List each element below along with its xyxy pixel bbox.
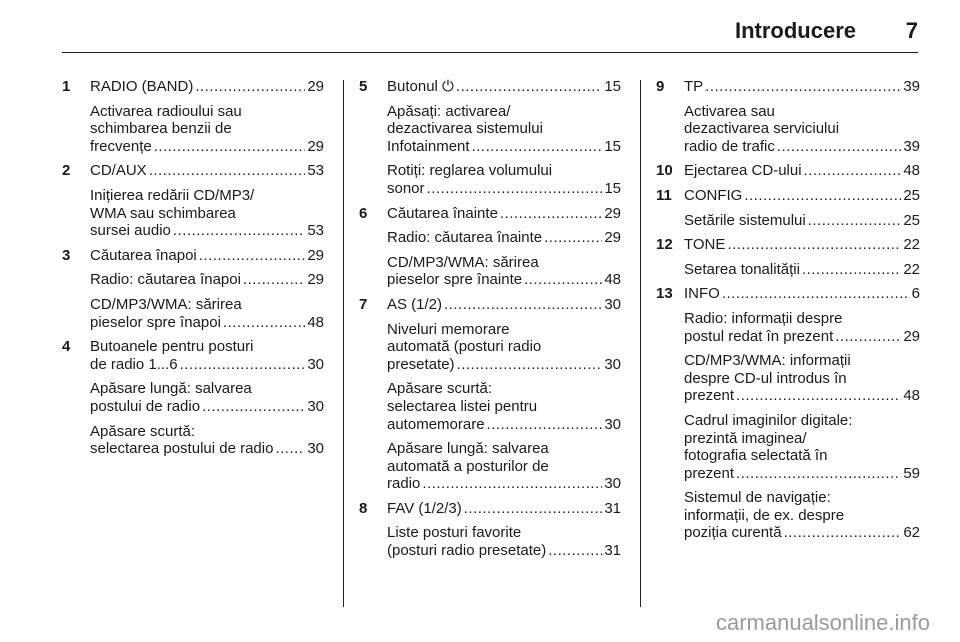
entry-label: Ejectarea CD-ului bbox=[684, 162, 802, 180]
entry-page-number: 30 bbox=[604, 295, 621, 313]
entry-label: Setarea tonalității bbox=[684, 260, 800, 278]
toc-entry[interactable] bbox=[387, 380, 621, 433]
dot-leader bbox=[808, 212, 902, 230]
entry-label: Infotainment bbox=[387, 137, 470, 155]
dot-leader bbox=[427, 180, 603, 198]
dot-leader bbox=[195, 78, 305, 96]
entry-label: prezent bbox=[684, 464, 735, 482]
entry-label: radio bbox=[387, 475, 421, 493]
entry-text-line: Activarea radioului sau bbox=[90, 102, 242, 120]
toc-entry[interactable] bbox=[90, 296, 324, 331]
toc-entry[interactable] bbox=[684, 212, 920, 230]
entry-label: poziția curentă bbox=[684, 524, 782, 542]
entry-page-number: 25 bbox=[903, 211, 920, 229]
entry-text-line: Sistemul de navigație: bbox=[684, 489, 831, 507]
item-number: 12 bbox=[656, 236, 673, 254]
entry-page-number: 31 bbox=[604, 542, 621, 560]
entry-label: Căutarea înainte bbox=[387, 204, 498, 222]
dot-leader bbox=[202, 398, 305, 416]
dot-leader bbox=[784, 524, 902, 542]
toc-entry[interactable] bbox=[387, 254, 621, 289]
toc-entry[interactable] bbox=[387, 524, 621, 559]
item-number: 13 bbox=[656, 285, 673, 303]
entry-text-line: CD/MP3/WMA: sărirea bbox=[387, 253, 539, 271]
entry-page-number: 15 bbox=[604, 179, 621, 197]
entry-label: radio de trafic bbox=[684, 137, 775, 155]
entry-page-number: 30 bbox=[604, 355, 621, 373]
entry-page-number: 53 bbox=[307, 162, 324, 180]
toc-entry[interactable] bbox=[684, 236, 920, 254]
toc-entry[interactable] bbox=[90, 162, 324, 180]
entry-label: prezent bbox=[684, 387, 735, 405]
entry-label: Radio: căutarea înainte bbox=[387, 229, 543, 247]
page-title: Introducere bbox=[734, 18, 856, 43]
toc-item bbox=[62, 162, 324, 239]
toc-item bbox=[62, 247, 324, 331]
entry-page-number: 62 bbox=[903, 524, 920, 542]
item-number: 1 bbox=[62, 78, 71, 95]
dot-leader bbox=[243, 271, 305, 289]
entry-text-line: informații, de ex. despre bbox=[684, 506, 845, 524]
dot-leader bbox=[500, 205, 602, 223]
entry-page-number: 30 bbox=[307, 397, 324, 415]
toc-entry[interactable] bbox=[90, 247, 324, 265]
toc-entry[interactable] bbox=[387, 321, 621, 374]
entry-page-number: 25 bbox=[903, 186, 920, 204]
entry-label: Setările sistemului bbox=[684, 211, 806, 229]
page-header bbox=[62, 14, 918, 52]
entry-page-number: 48 bbox=[903, 162, 920, 180]
dot-leader bbox=[804, 162, 902, 180]
entry-label: postul redat în prezent bbox=[684, 327, 834, 345]
entry-page-number: 30 bbox=[604, 415, 621, 433]
entry-text-line: Liste posturi favorite bbox=[387, 524, 522, 542]
toc-item bbox=[656, 162, 920, 180]
dot-leader bbox=[464, 500, 603, 518]
dot-leader bbox=[835, 328, 901, 346]
toc-entry[interactable] bbox=[684, 412, 920, 482]
entry-text-line: dezactivarea sistemului bbox=[387, 120, 543, 138]
entry-page-number: 48 bbox=[903, 387, 920, 405]
watermark: carmanualsonline.info bbox=[715, 610, 930, 635]
toc-column-1 bbox=[62, 78, 324, 458]
toc-item bbox=[656, 187, 920, 229]
toc-entry[interactable] bbox=[90, 187, 324, 240]
dot-leader bbox=[548, 542, 602, 560]
toc-item bbox=[359, 296, 621, 493]
entry-text-line: CD/MP3/WMA: sărirea bbox=[90, 295, 242, 313]
item-number: 8 bbox=[359, 499, 368, 517]
entry-page-number: 39 bbox=[903, 78, 920, 95]
dot-leader bbox=[736, 465, 901, 483]
item-number: 5 bbox=[359, 78, 368, 95]
toc-item bbox=[656, 285, 920, 542]
item-number: 2 bbox=[62, 162, 71, 180]
entry-text-line: prezintă imaginea/ bbox=[684, 429, 807, 447]
entry-label: TP bbox=[684, 78, 704, 95]
dot-leader bbox=[722, 285, 910, 303]
item-number: 4 bbox=[62, 338, 71, 356]
entry-label: pieselor spre înapoi bbox=[90, 313, 221, 331]
entry-page-number: 6 bbox=[911, 285, 920, 303]
dot-leader bbox=[223, 314, 305, 332]
entry-page-number: 29 bbox=[307, 137, 324, 155]
column-divider bbox=[343, 80, 344, 607]
toc-entry[interactable] bbox=[387, 103, 621, 156]
entry-text-line: Cadrul imaginilor digitale: bbox=[684, 411, 853, 429]
entry-label: CONFIG bbox=[684, 186, 743, 204]
toc-entry[interactable] bbox=[684, 285, 920, 303]
entry-page-number: 22 bbox=[903, 236, 920, 254]
entry-text-line: WMA sau schimbarea bbox=[90, 204, 236, 222]
toc-entry[interactable] bbox=[684, 103, 920, 156]
entry-label: TONE bbox=[684, 236, 726, 254]
entry-label: Radio: căutarea înapoi bbox=[90, 271, 241, 289]
entry-label: presetate) bbox=[387, 355, 455, 373]
entry-page-number: 30 bbox=[604, 475, 621, 493]
toc-item bbox=[359, 205, 621, 289]
entry-label: INFO bbox=[684, 285, 720, 303]
page-number: 7 bbox=[905, 18, 918, 43]
toc-entry[interactable] bbox=[684, 261, 920, 279]
dot-leader bbox=[705, 78, 901, 96]
toc-entry[interactable] bbox=[684, 310, 920, 345]
entry-label: Căutarea înapoi bbox=[90, 246, 197, 264]
toc-entry[interactable] bbox=[90, 423, 324, 458]
entry-label: postului de radio bbox=[90, 397, 201, 415]
toc-column-2 bbox=[359, 78, 621, 560]
toc-entry[interactable] bbox=[387, 440, 621, 493]
item-number: 9 bbox=[656, 78, 665, 95]
entry-text-line: fotografia selectată în bbox=[684, 447, 828, 465]
dot-leader bbox=[777, 138, 901, 156]
entry-page-number: 15 bbox=[604, 78, 621, 95]
dot-leader bbox=[457, 356, 603, 374]
entry-page-number: 29 bbox=[903, 327, 920, 345]
dot-leader bbox=[149, 162, 306, 180]
entry-page-number: 29 bbox=[307, 271, 324, 289]
entry-text-line: automată (posturi radio bbox=[387, 338, 542, 356]
dot-leader bbox=[199, 247, 306, 265]
toc-column-3 bbox=[656, 78, 920, 542]
toc-item bbox=[62, 338, 324, 458]
entry-text-line: Rotiți: reglarea volumului bbox=[387, 162, 553, 180]
entry-label: sursei audio bbox=[90, 222, 171, 240]
entry-page-number: 29 bbox=[307, 78, 324, 95]
entry-text-line: selectarea listei pentru bbox=[387, 397, 538, 415]
entry-page-number: 29 bbox=[604, 204, 621, 222]
entry-text-line: Apăsare lungă: salvarea bbox=[387, 440, 549, 458]
entry-text-line: dezactivarea serviciului bbox=[684, 120, 840, 138]
entry-label: sonor bbox=[387, 179, 425, 197]
entry-page-number: 53 bbox=[307, 222, 324, 240]
entry-label: selectarea postului de radio bbox=[90, 440, 274, 458]
entry-label: CD/AUX bbox=[90, 162, 147, 180]
entry-page-number: 31 bbox=[604, 499, 621, 517]
entry-text-line: automată a posturilor de bbox=[387, 457, 549, 475]
dot-leader bbox=[173, 222, 305, 240]
dot-leader bbox=[154, 138, 306, 156]
entry-text-line: Apăsare scurtă: bbox=[387, 380, 493, 398]
entry-label: RADIO (BAND) bbox=[90, 78, 194, 95]
toc-entry[interactable] bbox=[684, 78, 920, 96]
toc-entry[interactable] bbox=[684, 489, 920, 542]
toc-entry[interactable] bbox=[90, 271, 324, 289]
entry-text-line: despre CD-ul introdus în bbox=[684, 369, 847, 387]
entry-text-line: Apăsați: activarea/ bbox=[387, 102, 511, 120]
toc-item bbox=[359, 78, 621, 198]
toc-entry[interactable] bbox=[387, 162, 621, 197]
dot-leader bbox=[180, 356, 306, 374]
toc-entry[interactable] bbox=[387, 229, 621, 247]
dot-leader bbox=[472, 138, 603, 156]
entry-label: automemorare bbox=[387, 415, 485, 433]
toc-entry[interactable] bbox=[684, 162, 920, 180]
entry-page-number: 30 bbox=[307, 355, 324, 373]
dot-leader bbox=[487, 416, 603, 434]
entry-label: de radio 1...6 bbox=[90, 355, 178, 373]
entry-text-line: Apăsare scurtă: bbox=[90, 422, 196, 440]
entry-label: FAV (1/2/3) bbox=[387, 499, 462, 517]
toc-item bbox=[62, 78, 324, 155]
toc-item bbox=[656, 236, 920, 278]
toc-entry[interactable] bbox=[387, 500, 621, 518]
entry-label: AS (1/2) bbox=[387, 295, 443, 313]
item-number: 11 bbox=[656, 186, 672, 204]
entry-page-number: 22 bbox=[903, 260, 920, 278]
toc-entry[interactable] bbox=[90, 380, 324, 415]
toc-entry[interactable] bbox=[684, 187, 920, 205]
entry-text-line: CD/MP3/WMA: informații bbox=[684, 352, 851, 370]
dot-leader bbox=[275, 440, 305, 458]
dot-leader bbox=[524, 271, 602, 289]
dot-leader bbox=[422, 475, 602, 493]
toc-entry[interactable] bbox=[684, 352, 920, 405]
toc-entry[interactable] bbox=[387, 296, 621, 314]
item-number: 7 bbox=[359, 295, 368, 313]
toc-item bbox=[656, 78, 920, 155]
entry-text-line: schimbarea benzii de bbox=[90, 120, 232, 138]
entry-label: (posturi radio presetate) bbox=[387, 542, 547, 560]
toc-item bbox=[359, 500, 621, 560]
entry-text-line: Apăsare lungă: salvarea bbox=[90, 380, 252, 398]
entry-text-line: Butoanele pentru posturi bbox=[90, 338, 254, 356]
dot-leader bbox=[744, 187, 901, 205]
dot-leader bbox=[802, 261, 901, 279]
entry-page-number: 29 bbox=[604, 229, 621, 247]
dot-leader bbox=[727, 236, 901, 254]
entry-label: frecvențe bbox=[90, 137, 152, 155]
toc-entry[interactable] bbox=[90, 78, 324, 96]
toc-entry[interactable] bbox=[90, 103, 324, 156]
entry-text-line: Niveluri memorare bbox=[387, 320, 510, 338]
entry-text-line: Activarea sau bbox=[684, 102, 775, 120]
dot-leader bbox=[456, 78, 602, 96]
toc-entry[interactable] bbox=[387, 205, 621, 223]
entry-page-number: 59 bbox=[903, 464, 920, 482]
item-number: 10 bbox=[656, 162, 673, 180]
entry-page-number: 15 bbox=[604, 137, 621, 155]
toc-entry[interactable] bbox=[387, 78, 621, 96]
toc-entry[interactable] bbox=[90, 338, 324, 373]
column-divider bbox=[640, 80, 641, 607]
dot-leader bbox=[444, 296, 602, 314]
dot-leader bbox=[736, 387, 901, 405]
dot-leader bbox=[544, 229, 602, 247]
entry-page-number: 30 bbox=[307, 440, 324, 458]
entry-text-line: Inițierea redării CD/MP3/ bbox=[90, 186, 255, 204]
item-number: 3 bbox=[62, 246, 71, 264]
entry-label: Butonul ⏻ bbox=[387, 78, 454, 95]
entry-page-number: 39 bbox=[903, 137, 920, 155]
header-rule bbox=[62, 52, 918, 53]
item-number: 6 bbox=[359, 204, 368, 222]
entry-page-number: 48 bbox=[604, 271, 621, 289]
entry-page-number: 29 bbox=[307, 246, 324, 264]
entry-text-line: Radio: informații despre bbox=[684, 309, 843, 327]
entry-page-number: 48 bbox=[307, 313, 324, 331]
entry-label: pieselor spre înainte bbox=[387, 271, 523, 289]
